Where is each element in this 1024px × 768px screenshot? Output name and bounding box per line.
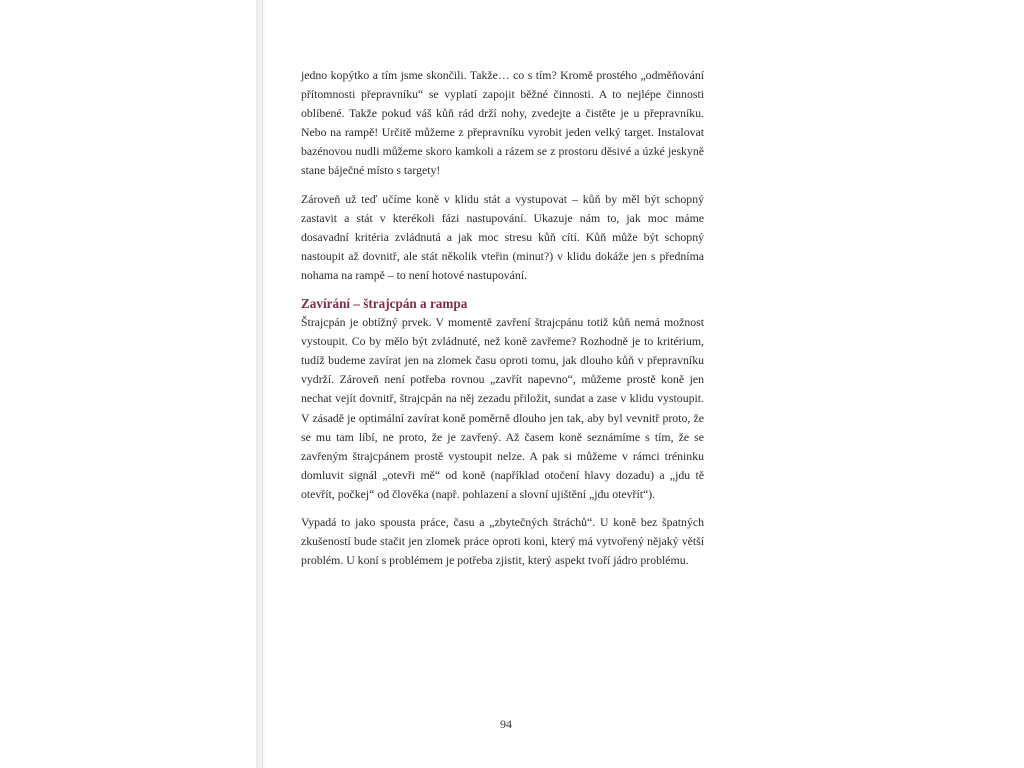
paragraph: Štrajcpán je obtížný prvek. V momentě zavření štrajcpánu totiž kůň nemá možnost vystoupit. Co by mělo být zvládnuté, než koně zavřeme? Rozhodně je to kritérium, tudíž budeme zavírat jen na zlomek času oproti tomu, jak dlouho kůň v přepravníku vydrží. Zároveň není potřeba rovnou „zavřít napevno“, můžeme prostě koně jen nechat vejít dovnitř, štrajcpán na něj zezadu přiložit, sundat a zase v klidu vystoupit. V zásadě je optimální zavírat koně poměrně dlouho jen tak, aby byl vevnitř proto, že se mu tam líbí, ne proto, že je zavřený. Až časem koně seznámíme s tím, že se zavřeným štrajcpánem prostě vystoupit nelze. A pak si můžeme v rámci tréninku domluvit signál „otevři mě“ od koně (například otočení hlavy dozadu) a „jdu tě otevřít, počkej“ od člověka (např. pohlazení a slovní ujištění „jdu otevřít“). xyxy=(301,315,704,501)
paragraph: jedno kopýtko a tím jsme skončili. Takže… co s tím? Kromě prostého „odměňování přítomnosti přepravníku“ se vyplatí zapojit běžné činnosti. A to nejlépe činnosti oblíbené. Takže pokud váš kůň rád drží nohy, zvedejte a čistěte je u přepravníku. Nebo na rampě! Určitě můžeme z přepravníku vyrobit jeden velký target. Instalovat bazénovou nudli můžeme skoro kamkoli a rázem se z prostoru děsivé a úzké jeskyně stane báječné místo s targety! xyxy=(301,68,704,178)
section-heading: Zavírání – štrajcpán a rampa xyxy=(301,296,468,312)
page-number: 94 xyxy=(500,717,512,731)
text-block xyxy=(301,66,704,579)
page-gutter-line xyxy=(262,0,263,768)
paragraph: Vypadá to jako spousta práce, času a „zbytečných štráchů“. U koně bez špatných zkušeností bude stačit jen zlomek práce oproti koni, který má vytvořený nějaký větší problém. U koní s problémem je potřeba zjistit, který aspekt tvoří jádro problému. xyxy=(301,514,704,568)
paragraph: Zároveň už teď učíme koně v klidu stát a vystupovat – kůň by měl být schopný zastavit a stát v kterékoli fázi nastupování. Ukazuje nám to, jak moc máme dosavadní kritéria zvládnutá a jak moc stresu kůň cítí. Kůň může být schopný nastoupit až dovnitř, ale stát několik vteřin (minut?) v klidu dokáže jen s předníma nohama na rampě – to není hotové nastupování. xyxy=(301,191,704,282)
